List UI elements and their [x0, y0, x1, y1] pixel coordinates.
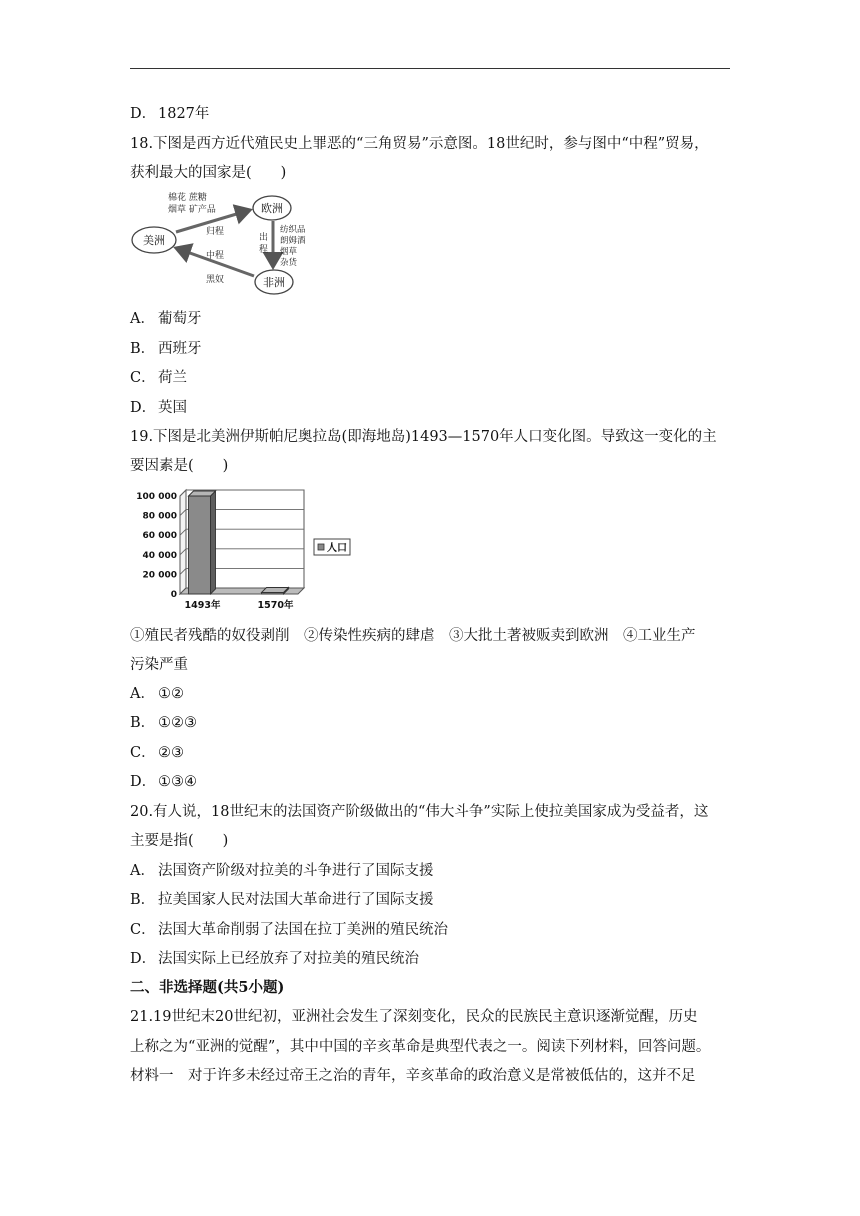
q20-stem-line1: 20.有人说，18世纪末的法国资产阶级做出的“伟大斗争”实际上使拉美国家成为受益者，这 — [130, 804, 709, 820]
slaves-label: 黑奴 — [206, 275, 225, 285]
x-tick-label: 1493年 — [184, 600, 221, 611]
q21-line1: 21.19世纪末20世纪初，亚洲社会发生了深刻变化，民众的民族民主意识逐渐觉醒，历史 — [130, 1009, 698, 1025]
goods-to-africa-1: 纺织品 — [280, 225, 306, 235]
bar-1 — [189, 496, 211, 594]
section-heading: 二、非选择题(共5小题) — [130, 979, 285, 996]
q20-option-a: A． 法国资产阶级对拉美的斗争进行了国际支援 — [130, 863, 434, 879]
q18-stem-line2: 获利最大的国家是( ) — [130, 165, 287, 181]
q20-option-c: C． 法国大革命削弱了法国在拉丁美洲的殖民统治 — [130, 922, 448, 938]
q19-option-c: C． ②③ — [130, 745, 184, 761]
q19-option-d: D． ①③④ — [130, 774, 197, 790]
y-tick-label: 0 — [170, 590, 177, 600]
legend-label: 人口 — [327, 543, 347, 554]
q18-option-a: A． 葡萄牙 — [130, 311, 202, 327]
q19-stem-line2: 要因素是( ) — [130, 458, 229, 474]
goods-to-africa-2: 朗姆酒 — [280, 236, 306, 246]
q19-option-b: B． ①②③ — [130, 715, 197, 731]
return-label: 归程 — [206, 227, 225, 237]
q18-option-d: D． 英国 — [130, 400, 187, 416]
y-tick-label: 20 000 — [142, 570, 177, 581]
americas-label: 美洲 — [143, 234, 165, 247]
goods-to-europe-1: 棉花 蔗糖 — [168, 193, 207, 203]
goods-to-africa-3: 烟草 — [280, 247, 298, 257]
outbound-label-1: 出 — [259, 233, 269, 243]
y-tick-label: 100 000 — [136, 492, 177, 502]
outbound-label-2: 程 — [259, 245, 269, 255]
header-rule — [130, 68, 730, 69]
q21-line3: 材料一 对于许多未经过帝王之治的青年，辛亥革命的政治意义是常被低估的，这并不足 — [130, 1068, 696, 1084]
q17-option-d: D． 1827年 — [130, 106, 210, 122]
plot-side-wall — [180, 490, 186, 594]
q19-option-a: A． ①② — [130, 686, 184, 702]
population-bar-chart — [130, 486, 355, 616]
y-tick-label: 60 000 — [142, 531, 177, 542]
triangle-trade-diagram — [130, 188, 316, 300]
y-tick-label: 80 000 — [142, 511, 177, 522]
q20-stem-line2: 主要是指( ) — [130, 833, 229, 849]
bar-2-top — [262, 588, 289, 593]
q18-option-b: B． 西班牙 — [130, 341, 202, 357]
q19-items-line1: ①殖民者残酷的奴役剥削 ②传染性疾病的肆虐 ③大批土著被贩卖到欧洲 ④工业生产 — [130, 628, 696, 644]
q19-items-line2: 污染严重 — [130, 657, 188, 673]
africa-label: 非洲 — [263, 276, 285, 289]
goods-to-europe-2: 烟草 矿产品 — [168, 205, 216, 215]
q18-stem-line1: 18.下图是西方近代殖民史上罪恶的“三角贸易”示意图。18世纪时，参与图中“中程”贸易， — [130, 136, 709, 152]
q20-option-b: B． 拉美国家人民对法国大革命进行了国际支援 — [130, 892, 434, 908]
bar-1-top — [189, 491, 216, 496]
middle-passage-label: 中程 — [206, 251, 225, 261]
europe-label: 欧洲 — [261, 202, 283, 215]
bar-1-side — [211, 491, 216, 594]
goods-to-africa-4: 杂货 — [280, 258, 298, 268]
y-tick-label: 40 000 — [142, 550, 177, 561]
legend-swatch — [318, 544, 324, 550]
x-tick-label: 1570年 — [257, 600, 294, 611]
q21-line2: 上称之为“亚洲的觉醒”，其中中国的辛亥革命是典型代表之一。阅读下列材料，回答问题。 — [130, 1039, 711, 1055]
q19-stem-line1: 19.下图是北美洲伊斯帕尼奥拉岛(即海地岛)1493—1570年人口变化图。导致这一变化的主 — [130, 429, 717, 445]
q18-option-c: C． 荷兰 — [130, 370, 187, 386]
q20-option-d: D． 法国实际上已经放弃了对拉美的殖民统治 — [130, 951, 419, 967]
